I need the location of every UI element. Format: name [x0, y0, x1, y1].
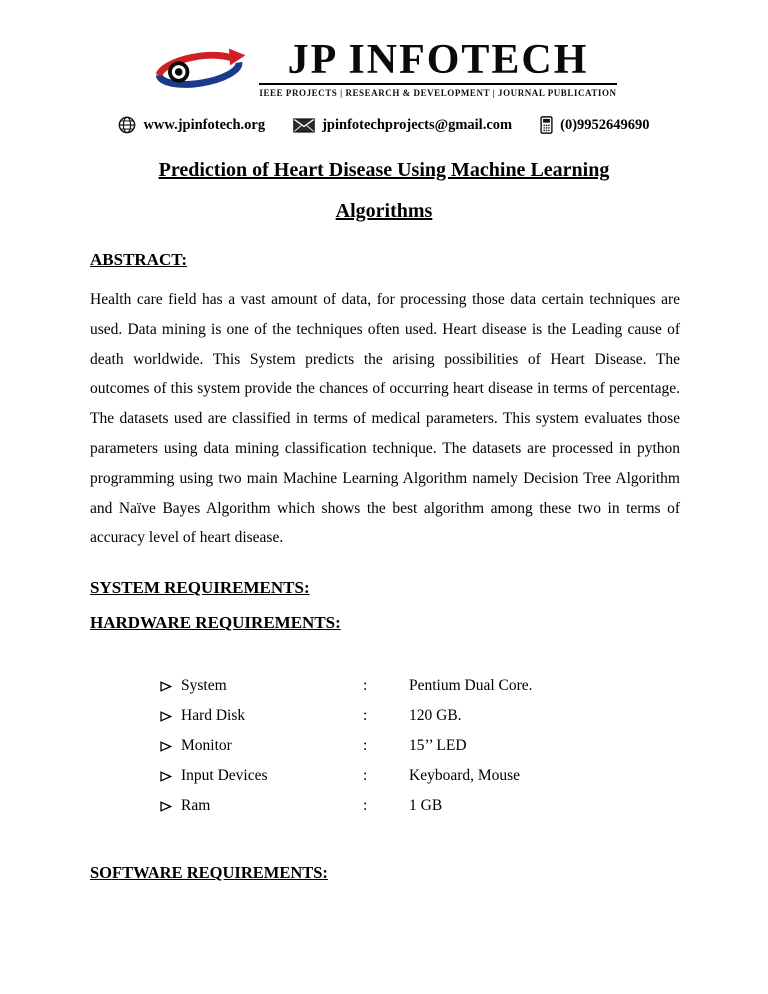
- requirement-label: Hard Disk: [181, 707, 246, 725]
- arrow-bullet-icon: [160, 741, 181, 752]
- envelope-icon: [293, 118, 315, 133]
- abstract-heading: ABSTRACT:: [90, 250, 187, 269]
- phone-icon: [540, 116, 553, 134]
- requirement-separator: :: [363, 737, 368, 755]
- requirement-separator: :: [363, 767, 368, 785]
- requirement-separator: :: [363, 707, 368, 725]
- requirement-value: 15’’ LED: [409, 737, 467, 755]
- phone-text: (0)9952649690: [560, 116, 650, 133]
- list-item: [160, 731, 680, 761]
- list-item: [160, 791, 680, 821]
- brand-name: JP INFOTECH: [259, 38, 616, 85]
- arrow-bullet-icon: [160, 801, 181, 812]
- requirement-label: Ram: [181, 797, 211, 815]
- requirement-label: System: [181, 677, 227, 695]
- contact-row: [0, 116, 768, 134]
- document-title: [0, 158, 768, 223]
- header: [0, 0, 768, 134]
- arrow-bullet-icon: [160, 711, 181, 722]
- requirement-value: Pentium Dual Core.: [409, 677, 533, 695]
- hardware-requirements-heading: HARDWARE REQUIREMENTS:: [90, 613, 341, 633]
- list-item: [160, 701, 680, 731]
- title-line-2-text: Algorithms: [335, 200, 433, 222]
- brand-tagline: IEEE PROJECTS | RESEARCH & DEVELOPMENT | JOURNAL PUBLICATION: [259, 88, 617, 98]
- contact-phone: [540, 116, 649, 134]
- logo-row: [0, 38, 768, 98]
- website-text: www.jpinfotech.org: [143, 116, 266, 133]
- title-line-1-text: Prediction of Heart Disease Using Machine Learning: [158, 159, 610, 181]
- contact-website: [118, 116, 265, 134]
- requirement-separator: :: [363, 677, 368, 695]
- contact-email: [293, 117, 512, 134]
- software-requirements-heading: SOFTWARE REQUIREMENTS:: [90, 863, 328, 883]
- hardware-requirements-list: [160, 671, 680, 821]
- brand-column: [259, 38, 616, 98]
- system-requirements-heading: SYSTEM REQUIREMENTS:: [90, 578, 310, 598]
- requirement-value: 1 GB: [409, 797, 443, 815]
- arrow-bullet-icon: [160, 681, 181, 692]
- email-text: jpinfotechprojects@gmail.com: [322, 116, 513, 133]
- list-item: [160, 671, 680, 701]
- globe-icon: [118, 116, 136, 134]
- requirement-label: Monitor: [181, 737, 232, 755]
- document-body: [0, 250, 768, 883]
- requirement-label: Input Devices: [181, 767, 268, 785]
- requirement-value: Keyboard, Mouse: [409, 767, 521, 785]
- requirement-separator: :: [363, 797, 368, 815]
- title-line-1: [0, 158, 768, 182]
- arrow-bullet-icon: [160, 771, 181, 782]
- list-item: [160, 761, 680, 791]
- swoosh-logo-icon: [151, 39, 247, 97]
- requirement-value: 120 GB.: [409, 707, 462, 725]
- abstract-paragraph: Health care field has a vast amount of data, for processing those data certain techniques are used. Data mining is one of the techniques often used. Heart disease is the Leading cause of death worldwide. This System predicts the arising possibilities of Heart Disease. The outcomes of this system provide the chances of occurring heart disease in terms of percentage. The datasets used are classified in terms of medical parameters. This system evaluates those parameters using data mining classification technique. The datasets are processed in python programming using two main Machine Learning Algorithm namely Decision Tree Algorithm and Naïve Bayes Algorithm which shows the best algorithm among these two in terms of accuracy level of heart disease.: [90, 291, 680, 547]
- title-line-2: [0, 199, 768, 223]
